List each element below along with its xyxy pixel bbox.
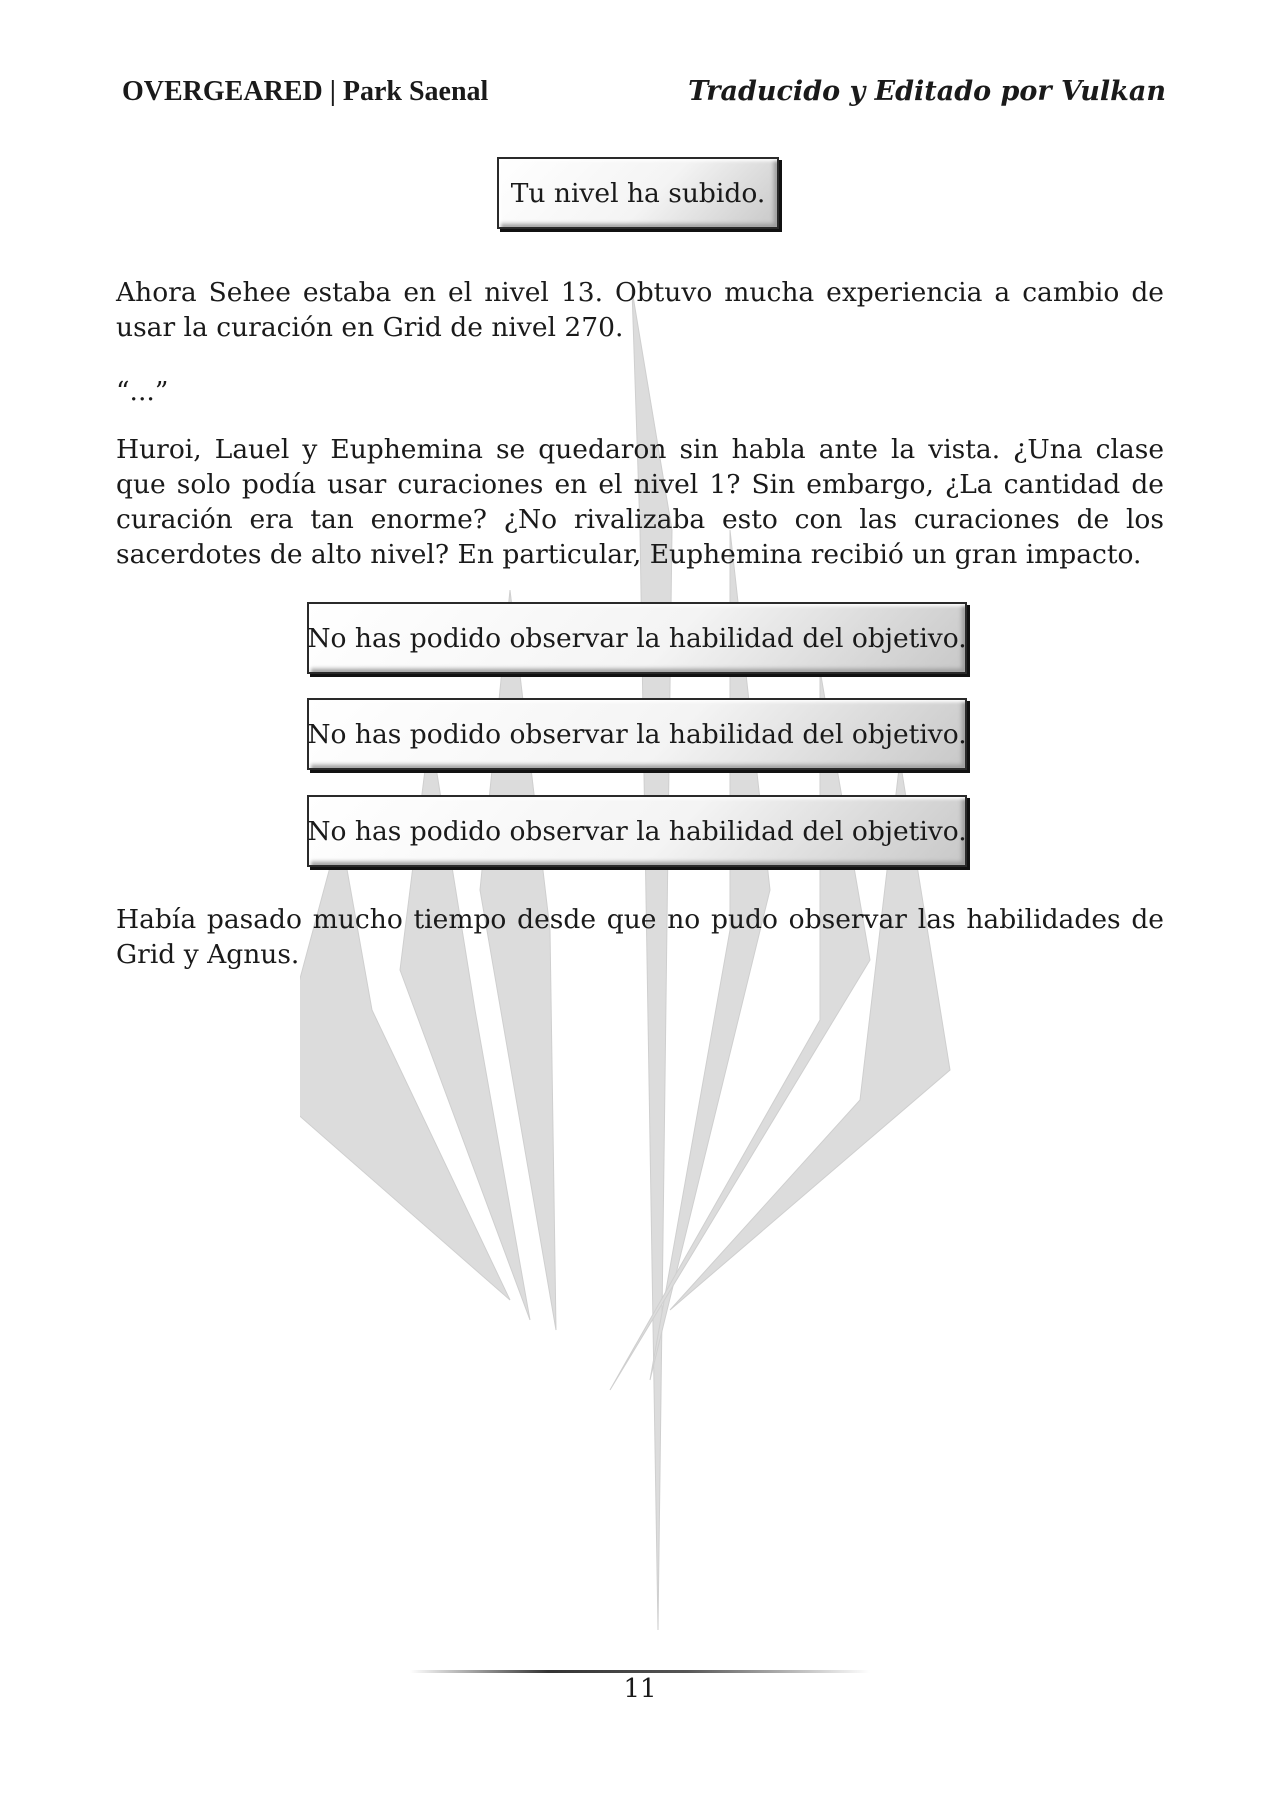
page-number: 11	[623, 1674, 657, 1704]
translator-credit: Traducido y Editado por Vulkan	[688, 76, 1166, 107]
system-message-observe-fail	[307, 795, 967, 867]
paragraph-3: Huroi, Lauel y Euphemina se quedaron sin habla ante la vista. ¿Una clase que solo podía usar curaciones en el nivel 1? Sin embargo, ¿La cantidad de curación era tan enorme? ¿No rivalizaba esto con las curaciones de los sacerdotes de alto nivel? En particular, Euphemina recibió un gran impacto.	[116, 434, 1164, 570]
system-message-observe-fail	[307, 602, 967, 674]
paragraph-2: “...”	[116, 376, 169, 407]
system-message-observe-fail	[307, 698, 967, 770]
book-title-author: OVERGEARED | Park Saenal	[122, 76, 489, 107]
paragraph-4: Había pasado mucho tiempo desde que no pudo observar las habilidades de Grid y Agnus.	[116, 904, 1164, 970]
footer-divider	[410, 1670, 870, 1673]
system-message-text: Tu nivel ha subido.	[510, 177, 766, 209]
system-message-text: No has podido observar la habilidad del objetivo.	[307, 815, 967, 847]
system-message-text: No has podido observar la habilidad del objetivo.	[307, 622, 967, 654]
paragraph-1: Ahora Sehee estaba en el nivel 13. Obtuvo mucha experiencia a cambio de usar la curación en Grid de nivel 270.	[116, 277, 1164, 343]
page-header	[122, 76, 1166, 108]
system-message-text: No has podido observar la habilidad del objetivo.	[307, 718, 967, 750]
system-message-level-up	[497, 157, 779, 229]
